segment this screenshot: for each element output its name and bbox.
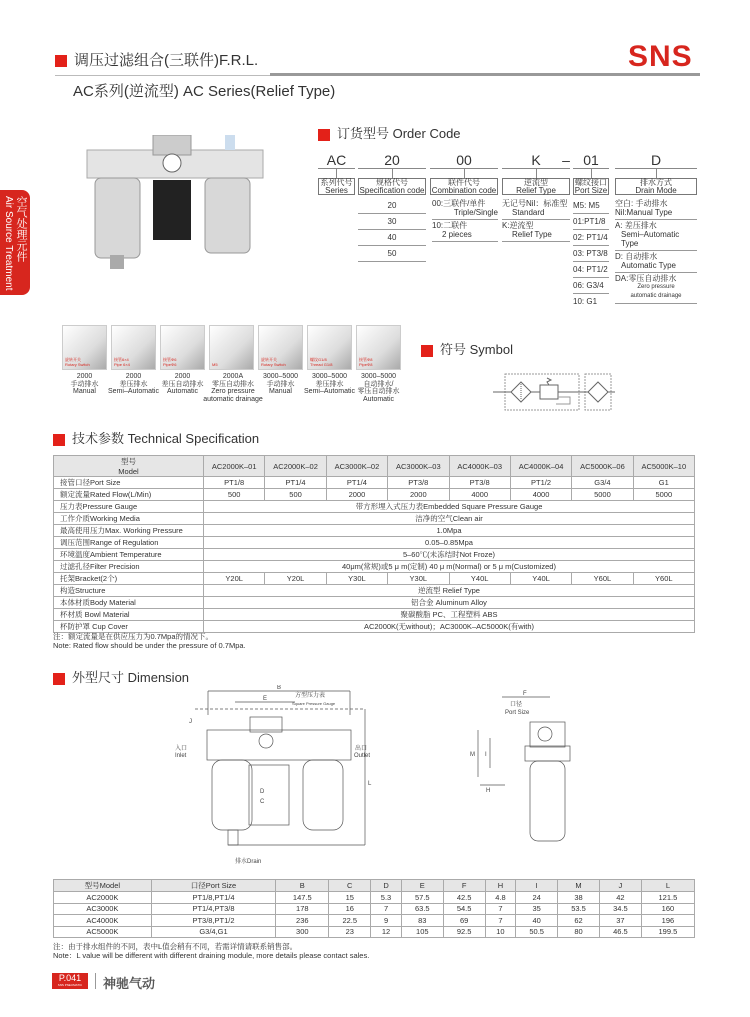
code-series: AC [326,152,347,168]
header-cell: D [371,880,402,892]
table-cell: AC3000K [54,903,152,915]
table-row [54,501,695,513]
drain-caption: 2000 差压自动排水 Automatic [161,373,204,395]
table-cell: PT1/2 [510,477,571,489]
table-cell: 53.5 [558,903,600,915]
drain-caption: 3000–5000 自动排水/ 零压自动排水 Automatic [357,373,400,403]
table-cell: 178 [276,903,329,915]
table-row [54,513,695,525]
header-cell: AC4000K–03 [449,456,510,477]
row-label: 本体材质Body Material [54,597,204,609]
row-label: 杯防护罩 Cup Cover [54,621,204,633]
table-cell: 4000 [510,489,571,501]
tech-spec-table [53,455,695,633]
port-list [573,198,609,310]
table-cell: 54.5 [443,903,485,915]
row-label: 杯材质 Bowl Material [54,609,204,621]
table-cell: 83 [401,915,443,927]
table-cell: 22.5 [329,915,371,927]
box-drain: 排水方式 Drain Mode [615,178,697,195]
table-cell: Y20L [265,573,326,585]
drain-list [615,198,697,304]
dim-label-j: J [189,719,192,725]
box-port: 螺纹接口 Port Size [574,178,608,195]
list-item: A: 差压排水 Semi–Automatic Type [615,220,697,251]
table-row [54,903,695,915]
dim-label-f: F [523,691,527,697]
table-cell: 46.5 [599,926,641,938]
port-label-cn: 口径 [510,702,523,708]
list-item: 06: G3/4 [573,278,609,294]
list-item: 00:三联件/单件 Triple/Single [432,198,498,220]
drain-thumb: 螺纹G1/8 Thread G1/8 [307,325,352,370]
row-label: 额定流量Rated Flow(L/Min) [54,489,204,501]
footer-divider [95,973,96,989]
table-header-row [54,456,695,477]
drain-thumb: 接管Φ6 PipeΦ6 [160,325,205,370]
table-cell: AC2000K(无without)；AC3000K–AC5000K(有with) [204,621,695,633]
list-item: D: 自动排水 Automatic Type [615,251,697,273]
table-cell: 7 [485,915,516,927]
list-item: 10:二联件 2 pieces [432,220,498,242]
section-marker-icon [53,434,65,446]
section-marker-icon [53,673,65,685]
table-cell: 5–60℃(未冻结时Not Froze) [204,549,695,561]
spec-code-list [358,198,426,262]
table-cell: 34.5 [599,903,641,915]
box-combination: 联件代号 Combination code [431,178,497,195]
list-item: 02: PT1/4 [573,230,609,246]
header-cell: H [485,880,516,892]
table-cell: 23 [329,926,371,938]
table-cell: 2000 [326,489,387,501]
table-cell: 69 [443,915,485,927]
code-port: 01 [583,152,599,168]
header-cell: F [443,880,485,892]
dimension-drawing-side [470,690,580,855]
code-relief: K [531,152,541,168]
page-number-badge: P.041 SNS PNEUMATIC [52,973,88,989]
row-label: 托架Bracket(2个) [54,573,204,585]
table-cell: 500 [265,489,326,501]
symbol-heading [421,339,513,358]
tech-spec-heading [53,428,259,447]
table-cell: PT1/8 [204,477,265,489]
order-code-heading [318,123,461,142]
list-item: 40 [358,230,426,246]
table-cell: 16 [329,903,371,915]
spec-note: 注：额定流量是在供应压力为0.7Mpa的情况下。 Note: Rated flow should be under the pressure of 0.7Mpa. [53,632,246,650]
header-cell: B [276,880,329,892]
table-row [54,549,695,561]
table-cell: PT3/8 [449,477,510,489]
table-cell: AC5000K [54,926,152,938]
table-cell: 聚碳酸脂 PC、工程塑料 ABS [204,609,695,621]
drain-thumb: 接管Φ8 PipeΦ8 [356,325,401,370]
table-cell: 7 [371,903,402,915]
relief-list [502,198,570,242]
table-cell: 50.5 [516,926,558,938]
table-cell: 37 [599,915,641,927]
combination-list [432,198,498,242]
row-label: 环境温度Ambient Temperature [54,549,204,561]
list-item: K:逆流型 Relief Type [502,220,570,242]
gauge-label-cn: 方型压力表 [295,693,326,699]
box-spec: 规格代号 Specification code [359,178,425,195]
table-row [54,585,695,597]
header-cell: I [516,880,558,892]
drain-label: 排水Drain [235,859,262,865]
table-row [54,561,695,573]
table-row [54,489,695,501]
header-cell: 口径Port Size [151,880,276,892]
table-cell: Y20L [204,573,265,585]
outlet-en: Outlet [354,753,371,759]
table-cell: 5000 [572,489,633,501]
table-cell: Y40L [449,573,510,585]
side-tab-en: Air Source Treatment [3,196,14,291]
table-cell: 199.5 [641,926,694,938]
table-row [54,477,695,489]
drain-caption: 2000 差压排水 Semi–Automatic [108,373,159,395]
section-marker-icon [55,55,67,67]
dim-label-b: B [277,685,282,691]
table-cell: 24 [516,892,558,904]
list-item: 04: PT1/2 [573,262,609,278]
table-cell: PT1/4 [326,477,387,489]
list-item: M5: M5 [573,198,609,214]
dimension-drawing-front [175,685,375,870]
outlet-cn: 出口 [355,746,368,752]
list-item: 30 [358,214,426,230]
table-cell: 35 [516,903,558,915]
header-cell: AC5000K–10 [633,456,694,477]
table-cell: 5000 [633,489,694,501]
table-row [54,621,695,633]
heading-text: 订货型号 Order Code [337,126,461,141]
row-label: 过滤孔径Filter Precision [54,561,204,573]
drain-caption: 3000–5000 手动排水 Manual [262,373,299,395]
header-cell: AC3000K–02 [326,456,387,477]
drain-caption: 3000–5000 差压排水 Semi–Automatic [304,373,355,395]
section-marker-icon [421,345,433,357]
dim-label-h: H [486,788,491,794]
dim-label-i: I [485,752,487,758]
table-cell: AC4000K [54,915,152,927]
table-cell: PT1/8,PT1/4 [151,892,276,904]
dim-label-c: C [260,799,265,805]
box-relief: 逆流型 Relief Type [502,178,570,195]
table-cell: 300 [276,926,329,938]
table-cell: 121.5 [641,892,694,904]
table-cell: 带方形埋入式压力表Embedded Square Pressure Gauge [204,501,695,513]
row-label: 压力表Pressure Gauge [54,501,204,513]
table-cell: 40μm(常规)或5 μ m(定制) 40 μ m(Normal) or 5 μ m(Customized) [204,561,695,573]
table-cell: 1.0Mpa [204,525,695,537]
list-item: 03: PT3/8 [573,246,609,262]
drain-caption: 2000A 零压自动排水 Zero pressure automatic drainage [203,373,263,403]
footer-brand: 神驰气动 [103,976,156,991]
list-item: 50 [358,246,426,262]
product-image [85,135,265,275]
header-cell: AC2000K–01 [204,456,265,477]
list-item: 无记号Nil：标准型 Standard [502,198,570,220]
brand-logo: SNS [628,40,693,73]
table-cell: 0.05–0.85Mpa [204,537,695,549]
table-cell: 9 [371,915,402,927]
table-cell: G3/4 [572,477,633,489]
table-cell: Y30L [326,573,387,585]
table-row [54,915,695,927]
inlet-en: Inlet [175,753,187,759]
header-cell: J [599,880,641,892]
table-cell: Y30L [388,573,449,585]
inlet-cn: 入口 [175,746,188,752]
table-cell: Y40L [510,573,571,585]
header-cell: 型号 Model [54,456,204,477]
table-cell: PT1/4,PT3/8 [151,903,276,915]
heading-text: 技术参数 Technical Specification [72,431,260,446]
table-cell: 196 [641,915,694,927]
table-row [54,597,695,609]
table-row [54,926,695,938]
code-drain: D [650,152,662,168]
header-cell: E [401,880,443,892]
table-cell: 147.5 [276,892,329,904]
table-cell: 7 [485,903,516,915]
table-cell: 500 [204,489,265,501]
table-cell: G1 [633,477,694,489]
table-cell: 5.3 [371,892,402,904]
table-cell: 92.5 [443,926,485,938]
table-cell: PT3/8 [388,477,449,489]
list-item: 20 [358,198,426,214]
table-cell: Y60L [633,573,694,585]
drain-thumb: M5 [209,325,254,370]
table-row [54,892,695,904]
header-cell: AC5000K–06 [572,456,633,477]
dimension-note: 注：由于排水组件的不同，表中L值会稍有不同，若需详情请联系销售部。 Note：L value will be different with different draining module, more details please contact sales. [53,942,370,960]
header-cell: C [329,880,371,892]
list-item: 空白: 手动排水 Nil:Manual Type [615,198,697,220]
header-cell: M [558,880,600,892]
table-cell: 2000 [388,489,449,501]
dimension-heading [53,667,189,686]
header-cell: L [641,880,694,892]
heading-text: 外型尺寸 Dimension [72,670,190,685]
row-label: 工作介质Working Media [54,513,204,525]
table-cell: 15 [329,892,371,904]
table-cell: Y60L [572,573,633,585]
side-tab-cn: 空气处理元件 [15,196,27,262]
table-cell: 42.5 [443,892,485,904]
table-cell: 4.8 [485,892,516,904]
table-cell: 4000 [449,489,510,501]
table-cell: 57.5 [401,892,443,904]
dimension-table [53,879,695,938]
table-row [54,537,695,549]
drain-thumb: 接管6×4 Pipe 6×4 [111,325,156,370]
row-label: 最高使用压力Max. Working Pressure [54,525,204,537]
section-marker-icon [318,129,330,141]
code-spec: 20 [384,152,400,168]
pneumatic-symbol [493,372,618,412]
list-item: DA:零压自动排水 Zero pressure automatic drainage [615,273,697,304]
table-cell: 105 [401,926,443,938]
heading-text: 符号 Symbol [440,342,513,357]
table-row [54,573,695,585]
dim-label-l: L [368,781,372,787]
row-label: 构造Structure [54,585,204,597]
list-item: 10: G1 [573,297,598,306]
drain-thumb: 旋转开关 Rotary Switch [258,325,303,370]
table-cell: 236 [276,915,329,927]
page-subtitle: AC系列(逆流型) AC Series(Relief Type) [73,83,336,100]
table-cell: 12 [371,926,402,938]
table-row [54,525,695,537]
table-cell: PT1/4 [265,477,326,489]
table-cell: 42 [599,892,641,904]
table-cell: 62 [558,915,600,927]
dim-label-m: M [470,752,475,758]
box-series: 系列代号 Series [318,178,355,195]
table-cell: G3/4,G1 [151,926,276,938]
table-cell: 38 [558,892,600,904]
drain-thumb: 旋转开关 Rotary Switch [62,325,107,370]
table-cell: 160 [641,903,694,915]
title-text: 调压过滤组合(三联件)F.R.L. [74,52,259,69]
table-cell: 铝合金 Aluminum Alloy [204,597,695,609]
header-cell: AC3000K–03 [388,456,449,477]
table-cell: 80 [558,926,600,938]
dim-label-e: E [263,696,268,702]
port-label-en: Port Size [505,710,530,716]
header-cell: AC2000K–02 [265,456,326,477]
table-cell: 63.5 [401,903,443,915]
table-cell: AC2000K [54,892,152,904]
code-combination: 00 [456,152,472,168]
list-item: 01:PT1/8 [573,214,609,230]
row-label: 接管口径Port Size [54,477,204,489]
table-cell: 40 [516,915,558,927]
row-label: 调压范围Range of Regulation [54,537,204,549]
table-cell: 10 [485,926,516,938]
table-cell: 逆流型 Relief Type [204,585,695,597]
table-header-row [54,880,695,892]
dim-label-d: D [260,789,265,795]
code-dash: – [562,152,570,168]
side-tab [0,190,30,295]
page-title [55,49,258,70]
header-cell: AC4000K–04 [510,456,571,477]
table-cell: PT3/8,PT1/2 [151,915,276,927]
table-row [54,609,695,621]
table-cell: 洁净的空气Clean air [204,513,695,525]
drain-caption: 2000 手动排水 Manual [70,373,99,395]
gauge-label-en: Square Pressure Gauge [292,701,336,706]
header-cell: 型号Model [54,880,152,892]
